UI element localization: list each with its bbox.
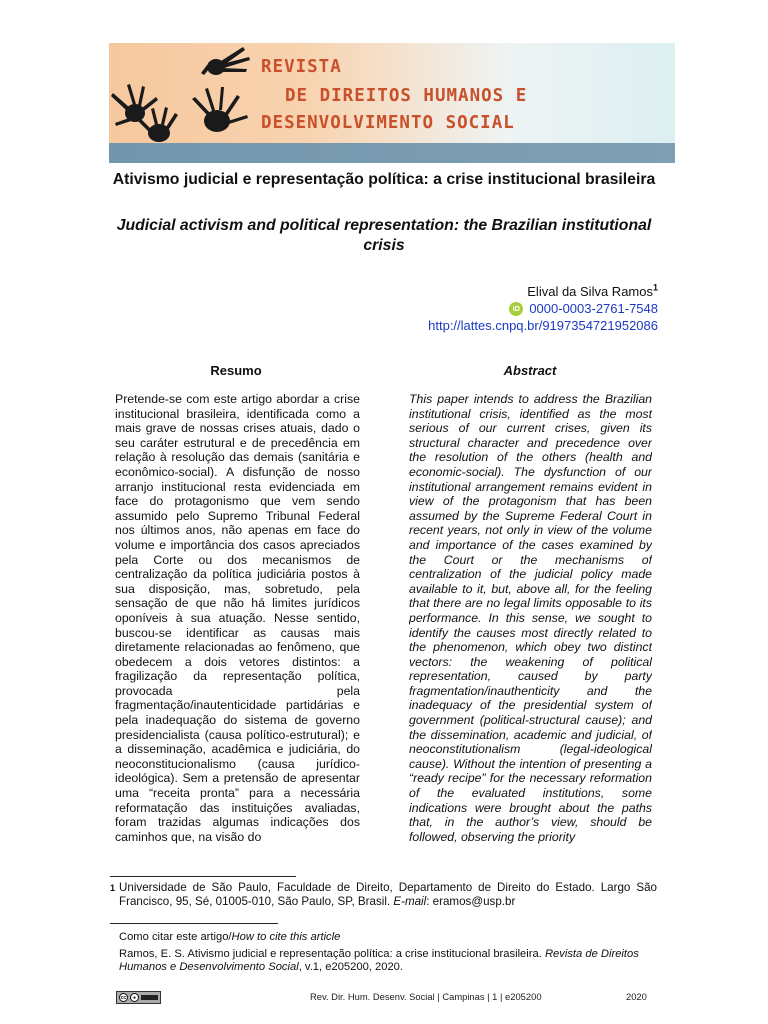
citation-text-after: , v.1, e205200, 2020. [298, 961, 404, 974]
publication-year: 2020 [626, 991, 647, 1002]
citation-heading-pt: Como citar este artigo/ [119, 931, 232, 943]
journal-info: Rev. Dir. Hum. Desenv. Social | Campinas | 1 | e205200 [310, 991, 542, 1002]
by-attribution-icon: ● [130, 993, 139, 1002]
title-english-part-2: : the Brazilian institutional crisis [363, 217, 652, 254]
author-name-row [428, 283, 658, 300]
author-affiliation-footnote [110, 881, 660, 909]
footnote-text-wrapper [119, 881, 657, 909]
banner-strip [109, 143, 675, 163]
footnote-divider [110, 876, 296, 877]
citation-heading-en: How to cite this article [231, 931, 341, 943]
citation-text [119, 948, 659, 975]
banner-line-3: DESENVOLVIMENTO SOCIAL [261, 113, 515, 133]
footnote-mark: 1 [110, 883, 116, 893]
abstract-text: This paper intends to address the Brazilian institutional crisis, identified as the most serious of our current crises, given its structural character and precedence over the resolution of the others (health and economic-social). The dysfunction of our institutional arrangement remains evident in view of the protagonism that has been assumed by the Supreme Federal Court in recent years, not only in view of the volume and importance of the cases examined by the Court or the mechanisms of centralization of the judicial policy made available to it, but, above all, for the feeling that there are no legal limits opposable to its performance. In this sense, we sought to identify the causes most directly related to the phenomenon, which obey two distinct vectors: the weakening of political representation, caused by party fragmentation/inauthenticity and the inadequacy of the presidential system of government (political-structural cause); and the dissemination, academic and judicial, of neoconstitutionalism (legal-ideological cause). Without the intention of presenting a “ready recipe” for the necessary reformation of the evaluated institutions, some indications were brought about the paths that, in the author’s view, should be followed, observing the priority [409, 392, 652, 844]
footnote-email[interactable]: : eramos@usp.br [426, 895, 516, 908]
banner-line-1: REVISTA [261, 57, 342, 77]
abstract-heading: Abstract [503, 363, 557, 378]
citation-heading [119, 930, 340, 944]
citation-text-before: Ramos, E. S. Ativismo judicial e representação política: a crise institucional brasileira. [119, 948, 545, 960]
journal-banner-title [109, 43, 675, 143]
article-title-english [110, 216, 658, 256]
orcid-icon: iD [509, 302, 523, 316]
citation-divider [110, 923, 278, 924]
cc-logo-icon: cc [120, 995, 127, 1001]
title-english-part-1: Judicial activism and political representation [116, 217, 454, 234]
lattes-link[interactable]: http://lattes.cnpq.br/9197354721952086 [428, 318, 658, 333]
resumo-heading: Resumo [210, 363, 262, 378]
orcid-link[interactable]: 0000-0003-2761-7548 [529, 301, 658, 316]
author-block [428, 283, 658, 334]
author-name: Elival da Silva Ramos [527, 284, 653, 299]
footnote-text: Universidade de São Paulo, Faculdade de Direito, Departamento de Direito do Estado. Largo São Francisco, 95, Sé, 01005-010, São Paulo, SP, Brasil. [119, 881, 657, 908]
citation-journal: Revista de Direitos Humanos e Desenvolvimento Social [119, 948, 639, 974]
resumo-text: Pretende-se com este artigo abordar a crise institucional brasileira, identificada como a mais grave de nossas crises atuais, dado o seu caráter estrutural e de precedência em relação à resolução das demais (sanitária e econômico-social). A disfunção de nosso arranjo institucional resta evidenciada em face do protagonismo que vem sendo assumido pelo Supremo Tribunal Federal nos últimos anos, não apenas em face do volume e importância dos casos apreciados pela Corte ou dos mecanismos de centralização da política judiciária postos à sua disposição, mas, sobretudo, pela sensação de que não há limites jurídicos oponíveis à sua atuação. Nesse sentido, buscou-se identificar as causas mais diretamente relacionadas ao fenômeno, que obedecem a dois vetores distintos: a fragilização da representação política, provocada pela fragmentação/inautenticidade partidárias e pela inadequação do sistema de governo presidencialista (causa político-estrutural); e a disseminação, acadêmica e judiciária, do neoconstitucionalismo (causa jurídico-ideológica). Sem a pretensão de apresentar uma “receita pronta” para a necessária reformatação das instituições avaliadas, foram trazidas algumas indicações dos caminhos que, na visão do [115, 392, 360, 844]
author-footnote-mark: 1 [652, 282, 658, 293]
banner-line-2: DE DIREITOS HUMANOS E [285, 86, 528, 106]
cc-by-license-icon[interactable] [116, 991, 161, 1004]
article-title-portuguese: Ativismo judicial e representação política: a crise institucional brasileira [112, 171, 656, 188]
license-bar [141, 995, 158, 1000]
footnote-email-label: E-mail [393, 895, 427, 908]
journal-banner [109, 43, 675, 163]
orcid-row[interactable] [428, 300, 658, 317]
